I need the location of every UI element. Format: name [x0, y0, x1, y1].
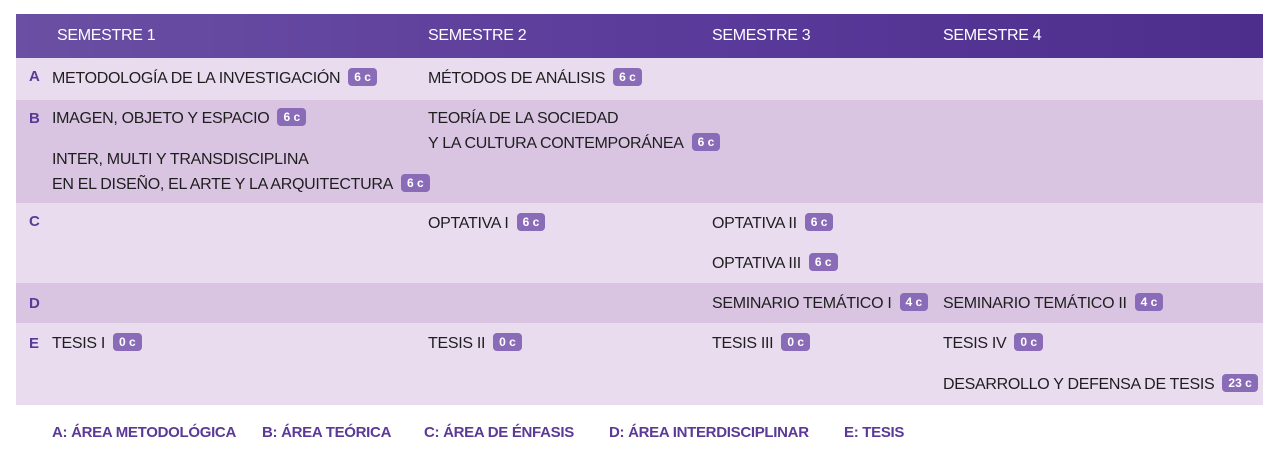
course-name: METODOLOGÍA DE LA INVESTIGACIÓN: [52, 70, 341, 87]
semester-1-heading: SEMESTRE 1: [57, 27, 156, 44]
course-name: OPTATIVA III: [712, 255, 801, 272]
credit-badge: 6 c: [277, 108, 306, 126]
row-letter: C: [29, 213, 40, 230]
course-name-line-2: Y LA CULTURA CONTEMPORÁNEA: [428, 135, 684, 152]
course-cell: [943, 372, 1258, 397]
credit-badge: 6 c: [805, 213, 834, 231]
course-cell: [52, 106, 306, 131]
course-name: TESIS I: [52, 335, 106, 352]
course-cell: [943, 331, 1043, 356]
course-name: OPTATIVA II: [712, 215, 797, 232]
row-letter: E: [29, 335, 40, 352]
credit-badge: 23 c: [1222, 374, 1257, 392]
credit-badge: 6 c: [517, 213, 546, 231]
course-cell: [712, 211, 833, 236]
course-name: TESIS III: [712, 335, 774, 352]
course-name: MÉTODOS DE ANÁLISIS: [428, 70, 606, 87]
course-cell: [52, 147, 430, 197]
course-cell: [52, 331, 142, 356]
credit-badge: 6 c: [809, 253, 838, 271]
credit-badge: 4 c: [1135, 293, 1164, 311]
row-area-b: [16, 100, 1263, 203]
row-area-a: [16, 58, 1263, 100]
course-cell: [712, 291, 928, 316]
course-name-line-2: EN EL DISEÑO, EL ARTE Y LA ARQUITECTURA: [52, 176, 394, 193]
legend-item-b: B: ÁREA TEÓRICA: [262, 424, 392, 441]
row-letter: B: [29, 110, 40, 127]
course-name: SEMINARIO TEMÁTICO II: [943, 295, 1127, 312]
course-name: TESIS IV: [943, 335, 1007, 352]
curriculum-table: [16, 14, 1263, 405]
course-cell: [712, 331, 810, 356]
row-area-e: [16, 323, 1263, 405]
credit-badge: 0 c: [1014, 333, 1043, 351]
course-cell: [428, 106, 720, 156]
legend-item-e: E: TESIS: [844, 424, 905, 441]
credit-badge: 6 c: [348, 68, 377, 86]
course-cell: [712, 251, 838, 276]
course-name-line-1: TEORÍA DE LA SOCIEDAD: [428, 110, 619, 127]
row-letter: D: [29, 295, 40, 312]
credit-badge: 4 c: [900, 293, 929, 311]
credit-badge: 6 c: [692, 133, 721, 151]
legend-item-c: C: ÁREA DE ÉNFASIS: [424, 424, 574, 441]
course-cell: [428, 331, 522, 356]
semester-3-heading: SEMESTRE 3: [712, 27, 811, 44]
row-letter: A: [29, 68, 40, 85]
semester-header: [16, 14, 1263, 58]
credit-badge: 0 c: [113, 333, 142, 351]
course-name: SEMINARIO TEMÁTICO I: [712, 295, 892, 312]
course-name: OPTATIVA I: [428, 215, 509, 232]
row-area-d: [16, 283, 1263, 323]
credit-badge: 0 c: [781, 333, 810, 351]
course-name: TESIS II: [428, 335, 486, 352]
course-cell: [428, 211, 545, 236]
row-area-c: [16, 203, 1263, 283]
credit-badge: 0 c: [493, 333, 522, 351]
course-cell: [428, 66, 642, 91]
semester-2-heading: SEMESTRE 2: [428, 27, 527, 44]
credit-badge: 6 c: [401, 174, 430, 192]
course-name-line-1: INTER, MULTI Y TRANSDISCIPLINA: [52, 151, 309, 168]
course-name: IMAGEN, OBJETO Y ESPACIO: [52, 110, 270, 127]
semester-4-heading: SEMESTRE 4: [943, 27, 1042, 44]
credit-badge: 6 c: [613, 68, 642, 86]
legend-item-a: A: ÁREA METODOLÓGICA: [52, 424, 236, 441]
course-cell: [52, 66, 377, 91]
course-name: DESARROLLO Y DEFENSA DE TESIS: [943, 376, 1215, 393]
course-cell: [943, 291, 1163, 316]
legend-item-d: D: ÁREA INTERDISCIPLINAR: [609, 424, 809, 441]
